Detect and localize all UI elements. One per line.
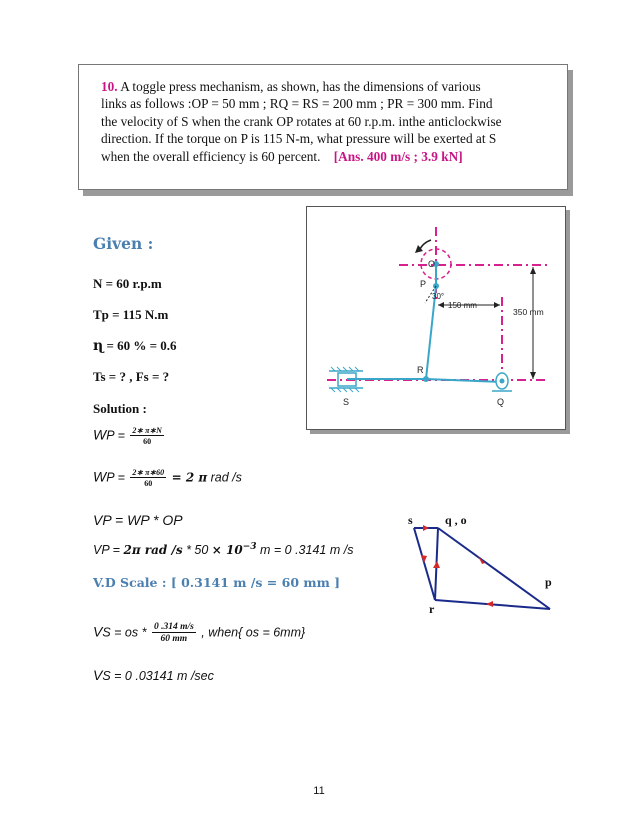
- vp-formula-2: [93, 542, 353, 557]
- label-R: R: [417, 365, 424, 375]
- vp2-mid: * 50: [182, 543, 212, 558]
- given-heading: Given :: [93, 234, 154, 253]
- problem-line-2: links as follows :OP = 50 mm ; RQ = RS = 200 mm ; PR = 300 mm. Find: [101, 96, 493, 112]
- vs1-denominator: 60 mm: [160, 634, 188, 644]
- problem-line-1: A toggle press mechanism, as shown, has the dimensions of various: [120, 79, 481, 94]
- given-efficiency: [93, 338, 177, 354]
- vd-label-qo: q , o: [445, 513, 467, 527]
- vd-label-p: p: [545, 575, 552, 589]
- problem-line-4: direction. If the torque on P is 115 N-m, what pressure will be exerted at S: [101, 131, 497, 147]
- label-P: P: [420, 279, 427, 289]
- label-O: O: [428, 259, 436, 269]
- wp2-denominator: 60: [144, 479, 153, 488]
- efficiency-symbol: ɳ: [93, 338, 104, 354]
- problem-text: [101, 78, 556, 165]
- vp2-sci: × 10: [211, 543, 243, 558]
- wp1-lhs-main: W: [93, 426, 107, 443]
- vd-label-r: r: [429, 602, 435, 616]
- given-tp: Tp = 115 N.m: [93, 307, 169, 322]
- wp1-numerator: 2∗ π∗N: [132, 426, 162, 435]
- wp2-rhs-math: = 2 π: [171, 470, 208, 485]
- wp1-denominator: 60: [143, 437, 152, 446]
- mechanism-drawing: [307, 207, 565, 429]
- solution-heading: Solution :: [93, 401, 147, 416]
- vs1-fraction: [152, 622, 196, 644]
- wp2-fraction: [130, 468, 166, 488]
- vs1-lhs-sub: S = os *: [102, 625, 150, 640]
- label-Q: Q: [497, 397, 505, 407]
- vs-formula-2: [93, 667, 214, 683]
- problem-number: 10.: [101, 79, 118, 94]
- vp2-exponent: −3: [242, 542, 257, 552]
- wp-formula-1: [93, 426, 166, 446]
- label-angle: 30°: [432, 292, 445, 301]
- vp2-math: 2π rad /s: [123, 543, 183, 558]
- problem-line-5: when the overall efficiency is 60 percent.: [101, 148, 321, 164]
- wp2-lhs-sub: P =: [106, 470, 125, 485]
- velocity-diagram: [400, 510, 570, 620]
- vs1-rhs: , when{ os = 6mm}: [201, 625, 306, 640]
- problem-box: [78, 64, 568, 190]
- given-n: N = 60 r.p.m: [93, 276, 162, 291]
- vs1-numerator: 0 .314 m/s: [153, 622, 194, 632]
- answer: [Ans. 400 m/s ; 3.9 kN]: [333, 148, 463, 164]
- velocity-polygon: [400, 510, 570, 620]
- wp-formula-2: [93, 468, 242, 488]
- label-dim-horizontal: 150 mm: [448, 301, 477, 310]
- vs2-rest: S = 0 .03141 m /sec: [102, 669, 214, 683]
- vp-formula-1: VP = WP * OP: [93, 512, 183, 528]
- vd-scale: V.D Scale : [ 0.3141 m /s = 60 mm ]: [93, 575, 341, 590]
- problem-line-3: the velocity of S when the crank OP rotates at 60 r.p.m. inthe anticlockwise: [101, 113, 502, 129]
- vs1-lhs-main: V: [93, 623, 103, 640]
- vd-label-s: s: [408, 513, 413, 527]
- mechanism-figure: [306, 206, 566, 430]
- label-dim-vertical: 350 mm: [513, 307, 544, 317]
- efficiency-value: = 60 % = 0.6: [106, 338, 177, 353]
- wp1-lhs-sub: P =: [106, 428, 125, 443]
- vp2-rhs: m = 0 .3141 m /s: [256, 543, 354, 558]
- wp2-rhs: rad /s: [207, 470, 242, 485]
- wp2-numerator: 2∗ π∗60: [132, 468, 165, 477]
- label-S: S: [343, 397, 350, 407]
- wp2-lhs-main: W: [93, 468, 107, 485]
- wp1-fraction: [130, 426, 164, 446]
- vs2-main: V: [93, 667, 103, 683]
- unknowns: Ts = ? , Fs = ?: [93, 369, 170, 384]
- page-number: 11: [313, 785, 325, 797]
- vp2-lhs: VP =: [93, 543, 124, 558]
- vs-formula-1: [93, 622, 305, 644]
